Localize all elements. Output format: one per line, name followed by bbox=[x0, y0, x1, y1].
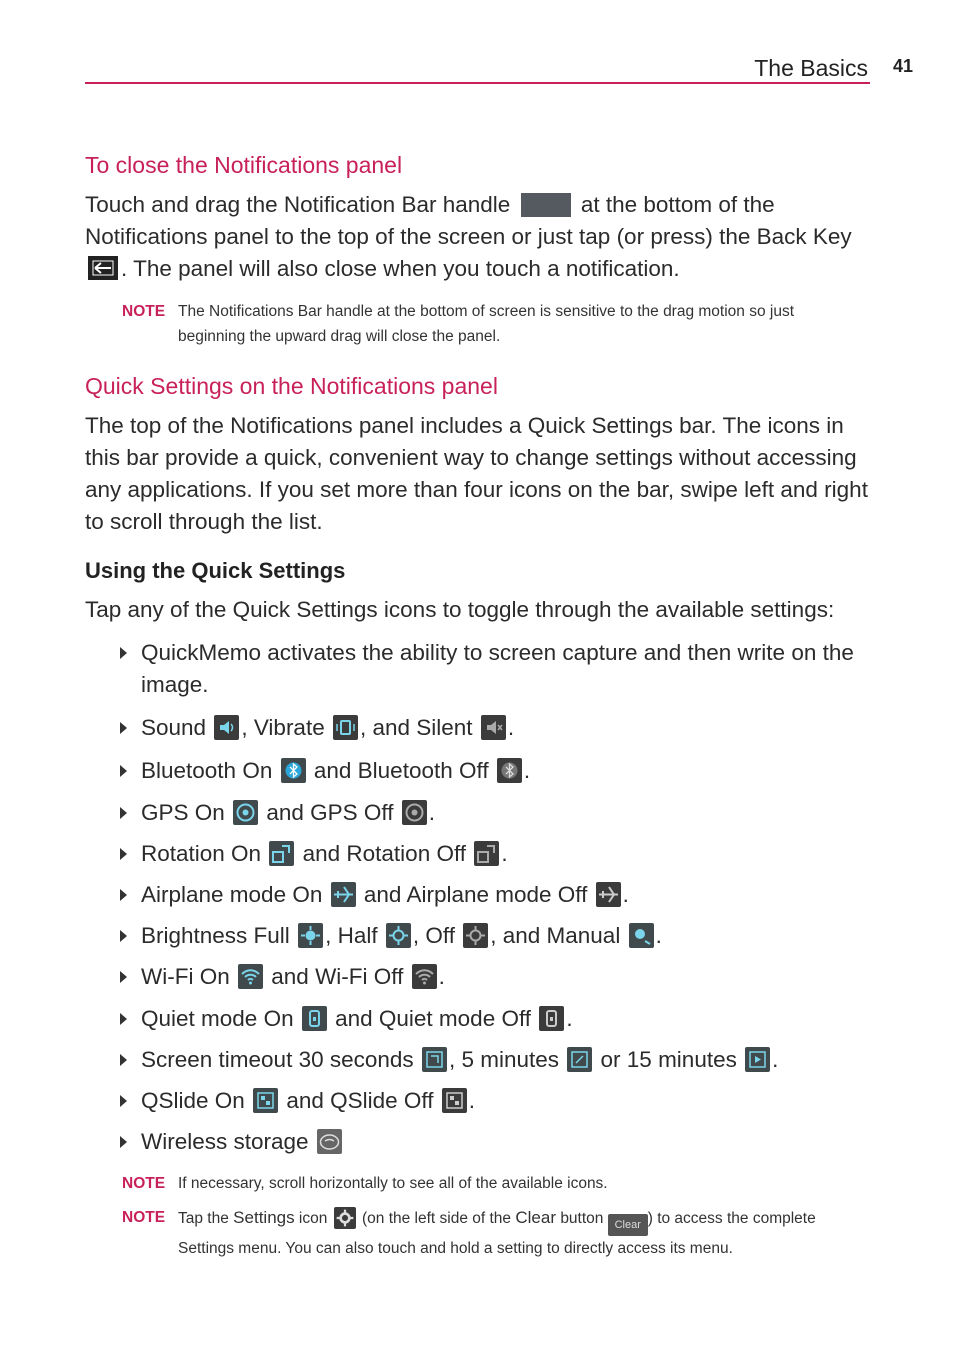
qslide-off-label: and QSlide Off bbox=[286, 1088, 434, 1113]
bullet-rotation bbox=[120, 838, 860, 870]
bullet-sound bbox=[120, 712, 860, 744]
sound-icon bbox=[214, 715, 239, 740]
note2-text-5: ) to access the complete Settings menu. You can also touch and hold a setting to directly access its menu. bbox=[178, 1210, 816, 1257]
qslide-off-icon bbox=[442, 1088, 467, 1113]
bullet-arrow-icon bbox=[120, 1136, 127, 1148]
page-header bbox=[85, 52, 870, 84]
rotation-off-icon bbox=[474, 841, 499, 866]
note-text: If necessary, scroll horizontally to see all of the available icons. bbox=[178, 1175, 608, 1192]
sound-label: Sound bbox=[141, 715, 207, 740]
using-intro: Tap any of the Quick Settings icons to toggle through the available settings: bbox=[85, 597, 835, 622]
period: . bbox=[566, 1006, 573, 1031]
note2-text-1: Tap the bbox=[178, 1210, 229, 1227]
rotation-on-icon bbox=[269, 841, 294, 866]
bullet-bluetooth bbox=[120, 755, 860, 787]
bullet-wireless-storage bbox=[120, 1126, 860, 1158]
note-text: The Notifications Bar handle at the bottom of screen is sensitive to the drag motion so just beginning the upward drag will close the panel. bbox=[178, 303, 795, 345]
timeout-15m-label: or 15 minutes bbox=[600, 1047, 737, 1072]
back-key-label: Back Key bbox=[756, 224, 852, 249]
brightness-manual-label: , and Manual bbox=[490, 923, 621, 948]
timeout-30s-icon bbox=[422, 1047, 447, 1072]
wifi-off-icon bbox=[412, 964, 437, 989]
gps-on-label: GPS On bbox=[141, 800, 225, 825]
brightness-half-label: , Half bbox=[325, 923, 378, 948]
period: . bbox=[622, 882, 629, 907]
bluetooth-off-icon bbox=[497, 758, 522, 783]
bullet-arrow-icon bbox=[120, 930, 127, 942]
close-text-2: at the bottom of the bbox=[580, 192, 775, 217]
airplane-off-label: and Airplane mode Off bbox=[363, 882, 588, 907]
note2-clear-word: Clear bbox=[515, 1208, 556, 1227]
brightness-manual-icon bbox=[629, 923, 654, 948]
bullet-arrow-icon bbox=[120, 1054, 127, 1066]
close-text-1: Touch and drag the Notification Bar handle bbox=[85, 192, 511, 217]
period: . bbox=[655, 923, 662, 948]
bullet-arrow-icon bbox=[120, 971, 127, 983]
airplane-off-icon bbox=[596, 882, 621, 907]
silent-icon bbox=[481, 715, 506, 740]
note2-text-3: (on the left side of the bbox=[361, 1210, 512, 1227]
bullet-arrow-icon bbox=[120, 807, 127, 819]
settings-icon bbox=[334, 1207, 356, 1229]
bullet-airplane bbox=[120, 879, 860, 911]
quiet-off-icon bbox=[539, 1006, 564, 1031]
bullet-arrow-icon bbox=[120, 1095, 127, 1107]
note-handle bbox=[122, 299, 862, 349]
quick-settings-heading: Quick Settings on the Notifications panel bbox=[85, 373, 498, 399]
quick-settings-paragraph: The top of the Notifications panel includes a Quick Settings bar. The icons in this bar provide a quick, convenient way to change settings without accessing any applications. If you set more than four icons on the bar, swipe left and right to scroll through the list. bbox=[85, 413, 868, 534]
close-text-3: Notifications panel to the top of the screen or just tap (or press) the bbox=[85, 224, 751, 249]
brightness-off-icon bbox=[463, 923, 488, 948]
gps-off-icon bbox=[402, 800, 427, 825]
notification-handle-icon bbox=[521, 193, 571, 217]
bullet-gps bbox=[120, 797, 860, 829]
timeout-15m-icon bbox=[745, 1047, 770, 1072]
period: . bbox=[772, 1047, 779, 1072]
period: . bbox=[438, 964, 445, 989]
quiet-on-icon bbox=[302, 1006, 327, 1031]
vibrate-label: , Vibrate bbox=[241, 715, 325, 740]
wifi-off-label: and Wi-Fi Off bbox=[271, 964, 404, 989]
bullet-brightness bbox=[120, 920, 860, 952]
brightness-half-icon bbox=[386, 923, 411, 948]
bullet-arrow-icon bbox=[120, 765, 127, 777]
close-panel-paragraph bbox=[85, 189, 875, 285]
bullet-arrow-icon bbox=[120, 848, 127, 860]
period: . bbox=[523, 758, 531, 783]
rotation-on-label: Rotation On bbox=[141, 841, 262, 866]
note-settings bbox=[122, 1205, 862, 1261]
period: . bbox=[428, 800, 436, 825]
bullet-arrow-icon bbox=[120, 889, 127, 901]
note-text bbox=[178, 1205, 862, 1261]
silent-label: , and Silent bbox=[359, 715, 473, 740]
bullet-quiet bbox=[120, 1003, 860, 1035]
bullet-arrow-icon bbox=[120, 647, 127, 659]
page-number: 41 bbox=[893, 56, 914, 76]
airplane-on-icon bbox=[331, 882, 356, 907]
note-label: NOTE bbox=[122, 1209, 166, 1226]
wireless-storage-icon bbox=[317, 1129, 342, 1154]
bullet-quickmemo bbox=[120, 637, 860, 701]
section-title: The Basics bbox=[754, 55, 868, 81]
bullet-arrow-icon bbox=[120, 1013, 127, 1025]
gps-on-icon bbox=[233, 800, 258, 825]
vibrate-icon bbox=[333, 715, 358, 740]
airplane-on-label: Airplane mode On bbox=[141, 882, 323, 907]
bullet-wifi bbox=[120, 961, 860, 993]
qslide-on-label: QSlide On bbox=[141, 1088, 245, 1113]
quiet-off-label: and Quiet mode Off bbox=[335, 1006, 532, 1031]
rotation-off-label: and Rotation Off bbox=[302, 841, 467, 866]
note-scroll bbox=[122, 1171, 862, 1196]
bluetooth-off-label: and Bluetooth Off bbox=[313, 758, 489, 783]
wifi-on-label: Wi-Fi On bbox=[141, 964, 230, 989]
period: . bbox=[501, 841, 508, 866]
gps-off-label: and GPS Off bbox=[266, 800, 394, 825]
timeout-30s-label: Screen timeout 30 seconds bbox=[141, 1047, 414, 1072]
bullet-arrow-icon bbox=[120, 722, 127, 734]
period: . bbox=[468, 1088, 476, 1113]
qslide-on-icon bbox=[253, 1088, 278, 1113]
note2-text-4: button bbox=[560, 1210, 604, 1227]
wireless-storage-label: Wireless storage bbox=[141, 1129, 309, 1154]
bullet-text: QuickMemo activates the ability to screen capture and then write on the image. bbox=[141, 640, 854, 697]
back-key-icon bbox=[88, 256, 118, 280]
close-text-4: . The panel will also close when you touch a notification. bbox=[121, 256, 680, 281]
bluetooth-on-icon bbox=[281, 758, 306, 783]
bullet-timeout bbox=[120, 1044, 860, 1076]
brightness-full-label: Brightness Full bbox=[141, 923, 290, 948]
clear-button-icon: Clear bbox=[608, 1214, 648, 1236]
brightness-full-icon bbox=[298, 923, 323, 948]
bullet-qslide bbox=[120, 1085, 860, 1117]
bluetooth-on-label: Bluetooth On bbox=[141, 758, 273, 783]
note2-settings-word: Settings bbox=[233, 1208, 295, 1227]
brightness-off-label: , Off bbox=[412, 923, 455, 948]
timeout-5m-label: , 5 minutes bbox=[448, 1047, 559, 1072]
close-panel-heading: To close the Notifications panel bbox=[85, 152, 403, 178]
quiet-on-label: Quiet mode On bbox=[141, 1006, 294, 1031]
timeout-5m-icon bbox=[567, 1047, 592, 1072]
using-quick-settings-heading: Using the Quick Settings bbox=[85, 558, 346, 583]
wifi-on-icon bbox=[238, 964, 263, 989]
period: . bbox=[507, 715, 515, 740]
note-label: NOTE bbox=[122, 1175, 166, 1192]
note-label: NOTE bbox=[122, 303, 166, 320]
note2-text-2: icon bbox=[298, 1210, 328, 1227]
